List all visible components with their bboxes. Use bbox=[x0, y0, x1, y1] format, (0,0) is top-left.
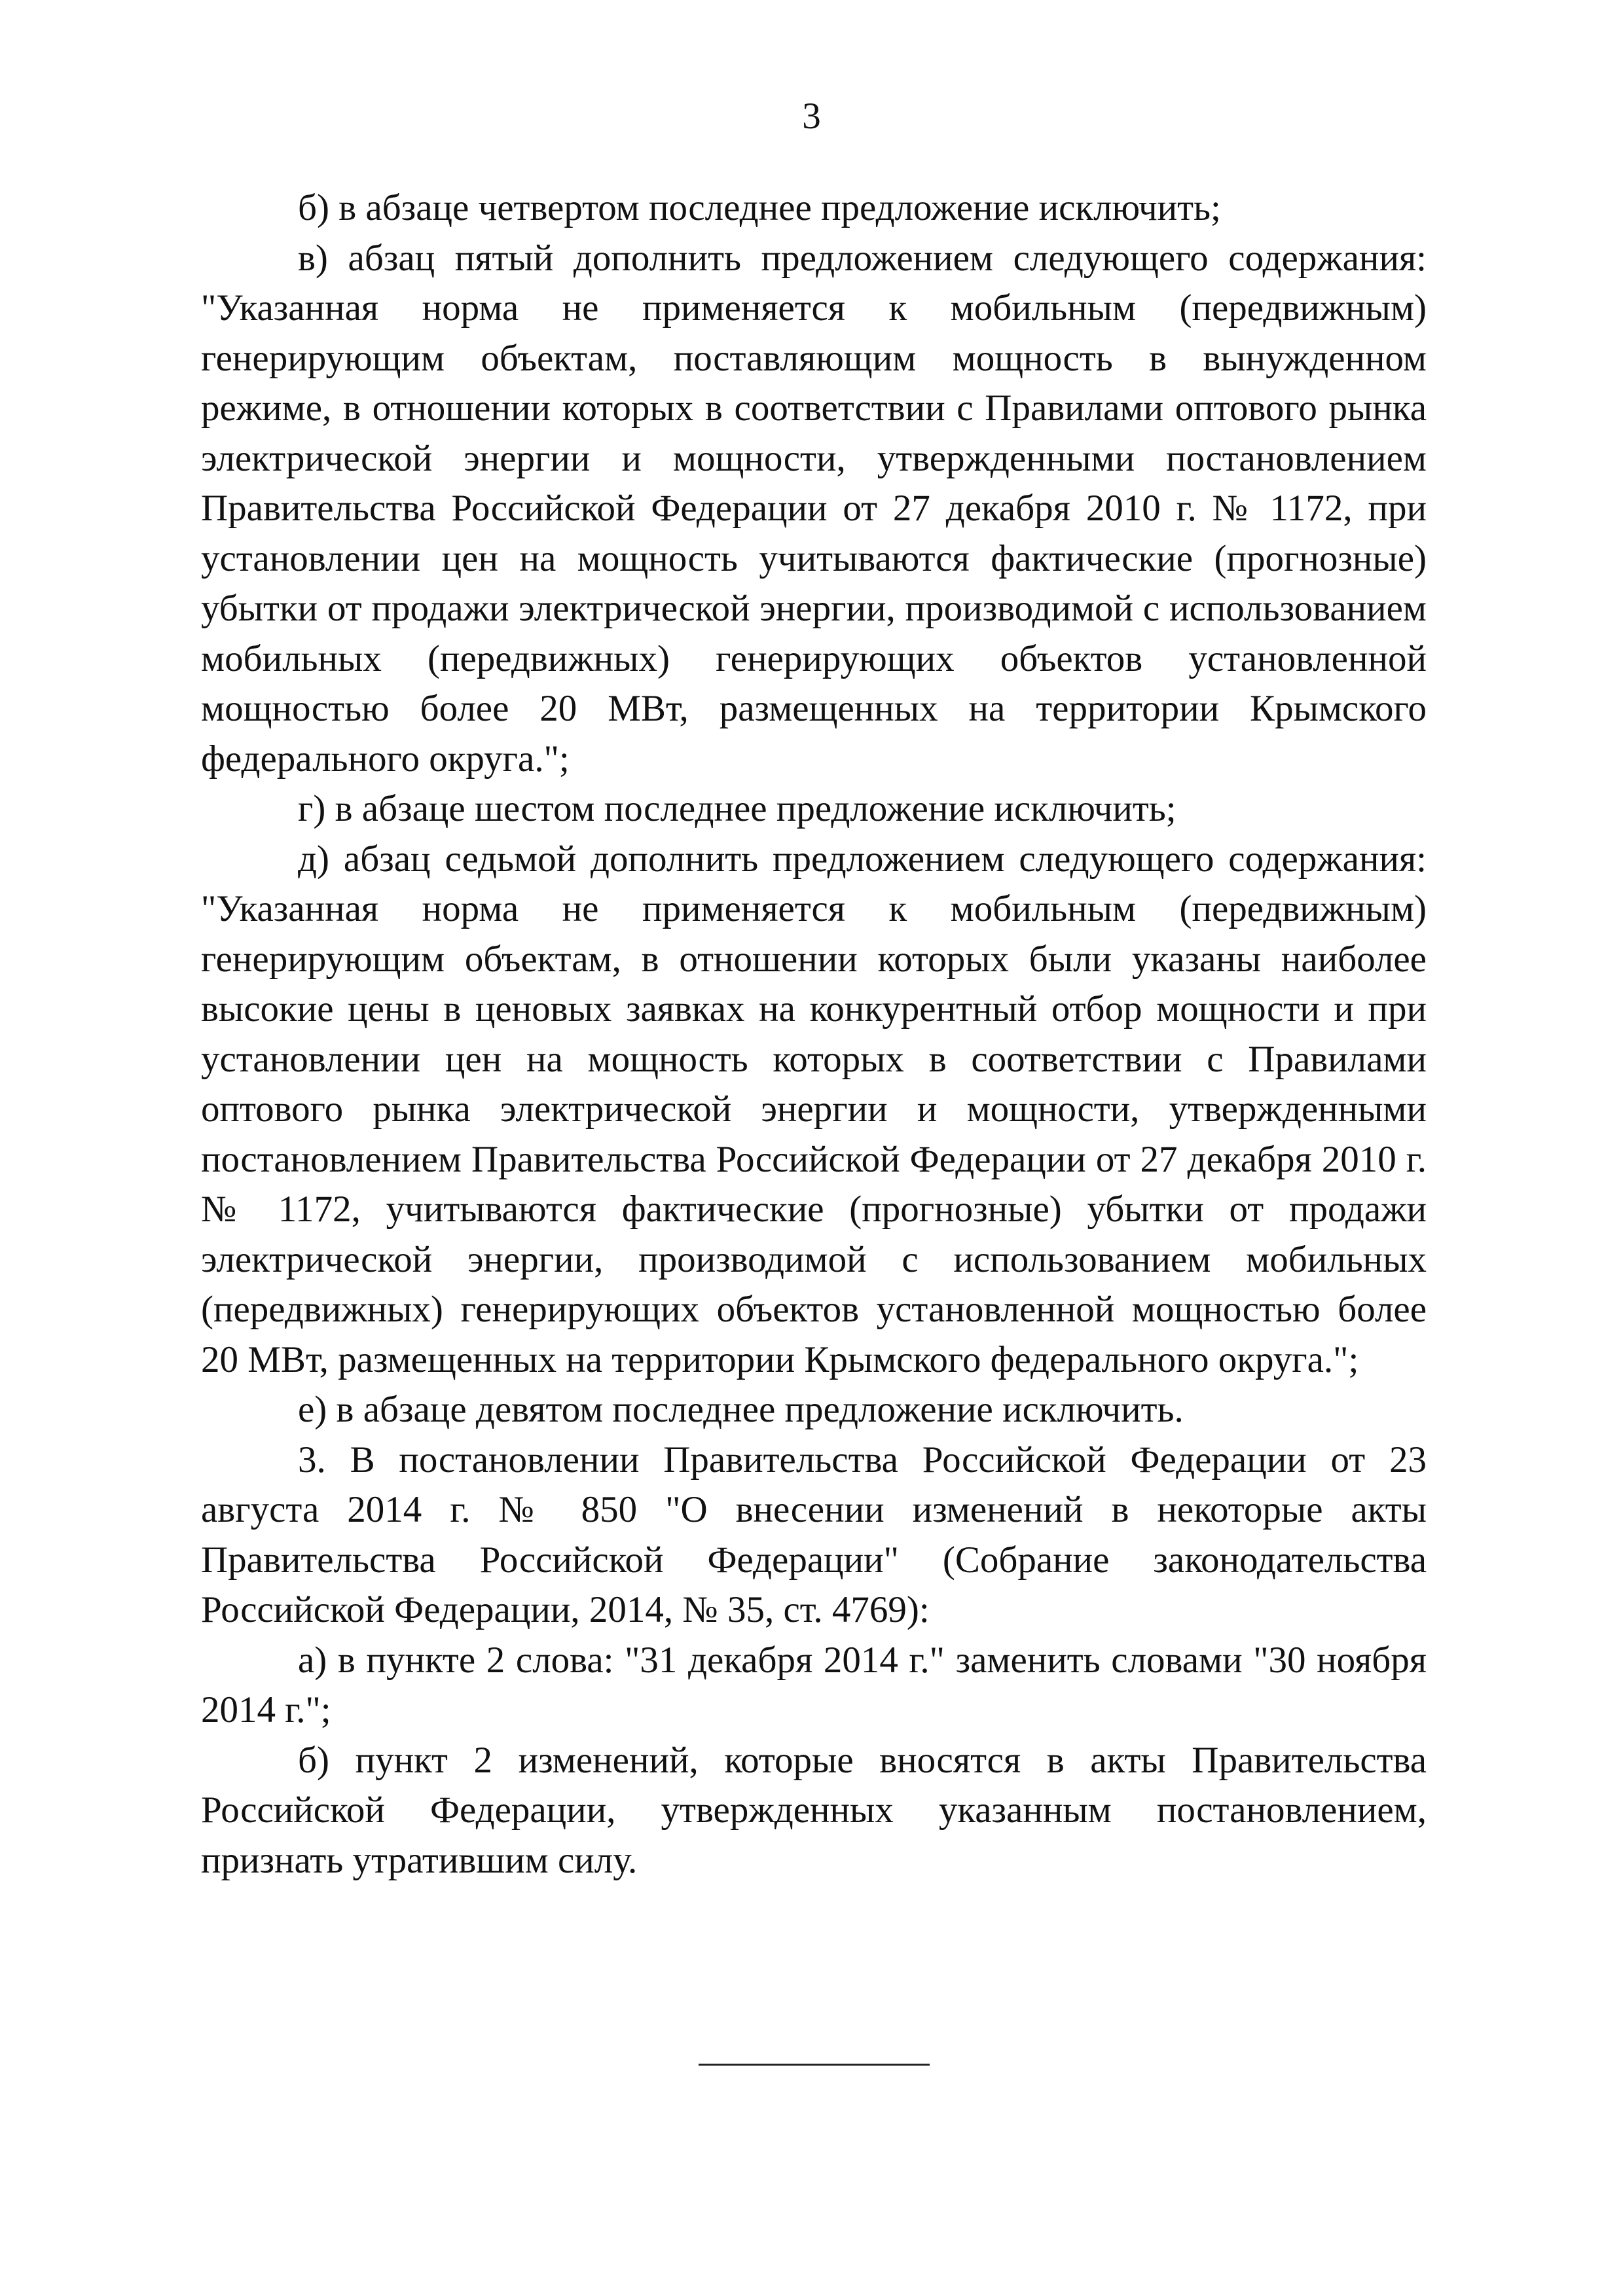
paragraph-item-3: 3. В постановлении Правительства Российской Федерации от 23 августа 2014 г. № 850 "О внесении изменений в некоторые акты Правительства Российской Федерации" (Собрание законодательства Российской Федерации, 2014, № 35, ст. 4769): bbox=[201, 1439, 1427, 1630]
paragraph-b-fourth-abzac: б) в абзаце четвертом последнее предложение исключить; bbox=[298, 187, 1221, 228]
paragraph-3a: а) в пункте 2 слова: "31 декабря 2014 г." заменить словами "30 ноября 2014 г."; bbox=[201, 1639, 1427, 1731]
paragraph-g-sixth-abzac: г) в абзаце шестом последнее предложение исключить; bbox=[298, 788, 1176, 829]
paragraph-d-seventh-abzac: д) абзац седьмой дополнить предложением следующего содержания: "Указанная норма не применяется к мобильным (передвижным) генерирующим объектам, в отношении которых были указаны наиболее высокие цены в ценовых заявках на конкурентный отбор мощности и при установлении цен на мощность которых в соответствии с Правилами оптового рынка электрической энергии и мощности, утвержденными постановлением Правительства Российской Федерации от 27 декабря 2010 г. № 1172, учитываются фактические (прогнозные) убытки от продажи электрической энергии, производимой с использованием мобильных (передвижных) генерирующих объектов установленной мощностью более 20 МВт, размещенных на территории Крымского федерального округа."; bbox=[201, 838, 1427, 1380]
paragraph-3b: б) пункт 2 изменений, которые вносятся в акты Правительства Российской Федерации, утвержденных указанным постановлением, признать утратившим силу. bbox=[201, 1739, 1427, 1881]
page-number: 3 bbox=[802, 96, 821, 137]
paragraph-v-fifth-abzac: в) абзац пятый дополнить предложением следующего содержания: "Указанная норма не применяется к мобильным (передвижным) генерирующим объектам, поставляющим мощность в вынужденном режиме, в отношении которых в соответствии с Правилами оптового рынка электрической энергии и мощности, утвержденными постановлением Правительства Российской Федерации от 27 декабря 2010 г. № 1172, при установлении цен на мощность учитываются фактические (прогнозные) убытки от продажи электрической энергии, производимой с использованием мобильных (передвижных) генерирующих объектов установленной мощностью более 20 МВт, размещенных на территории Крымского федерального округа."; bbox=[201, 237, 1427, 780]
paragraph-e-ninth-abzac: е) в абзаце девятом последнее предложение исключить. bbox=[298, 1389, 1184, 1430]
end-of-document-rule bbox=[699, 2064, 930, 2066]
document-body bbox=[201, 183, 1427, 1886]
